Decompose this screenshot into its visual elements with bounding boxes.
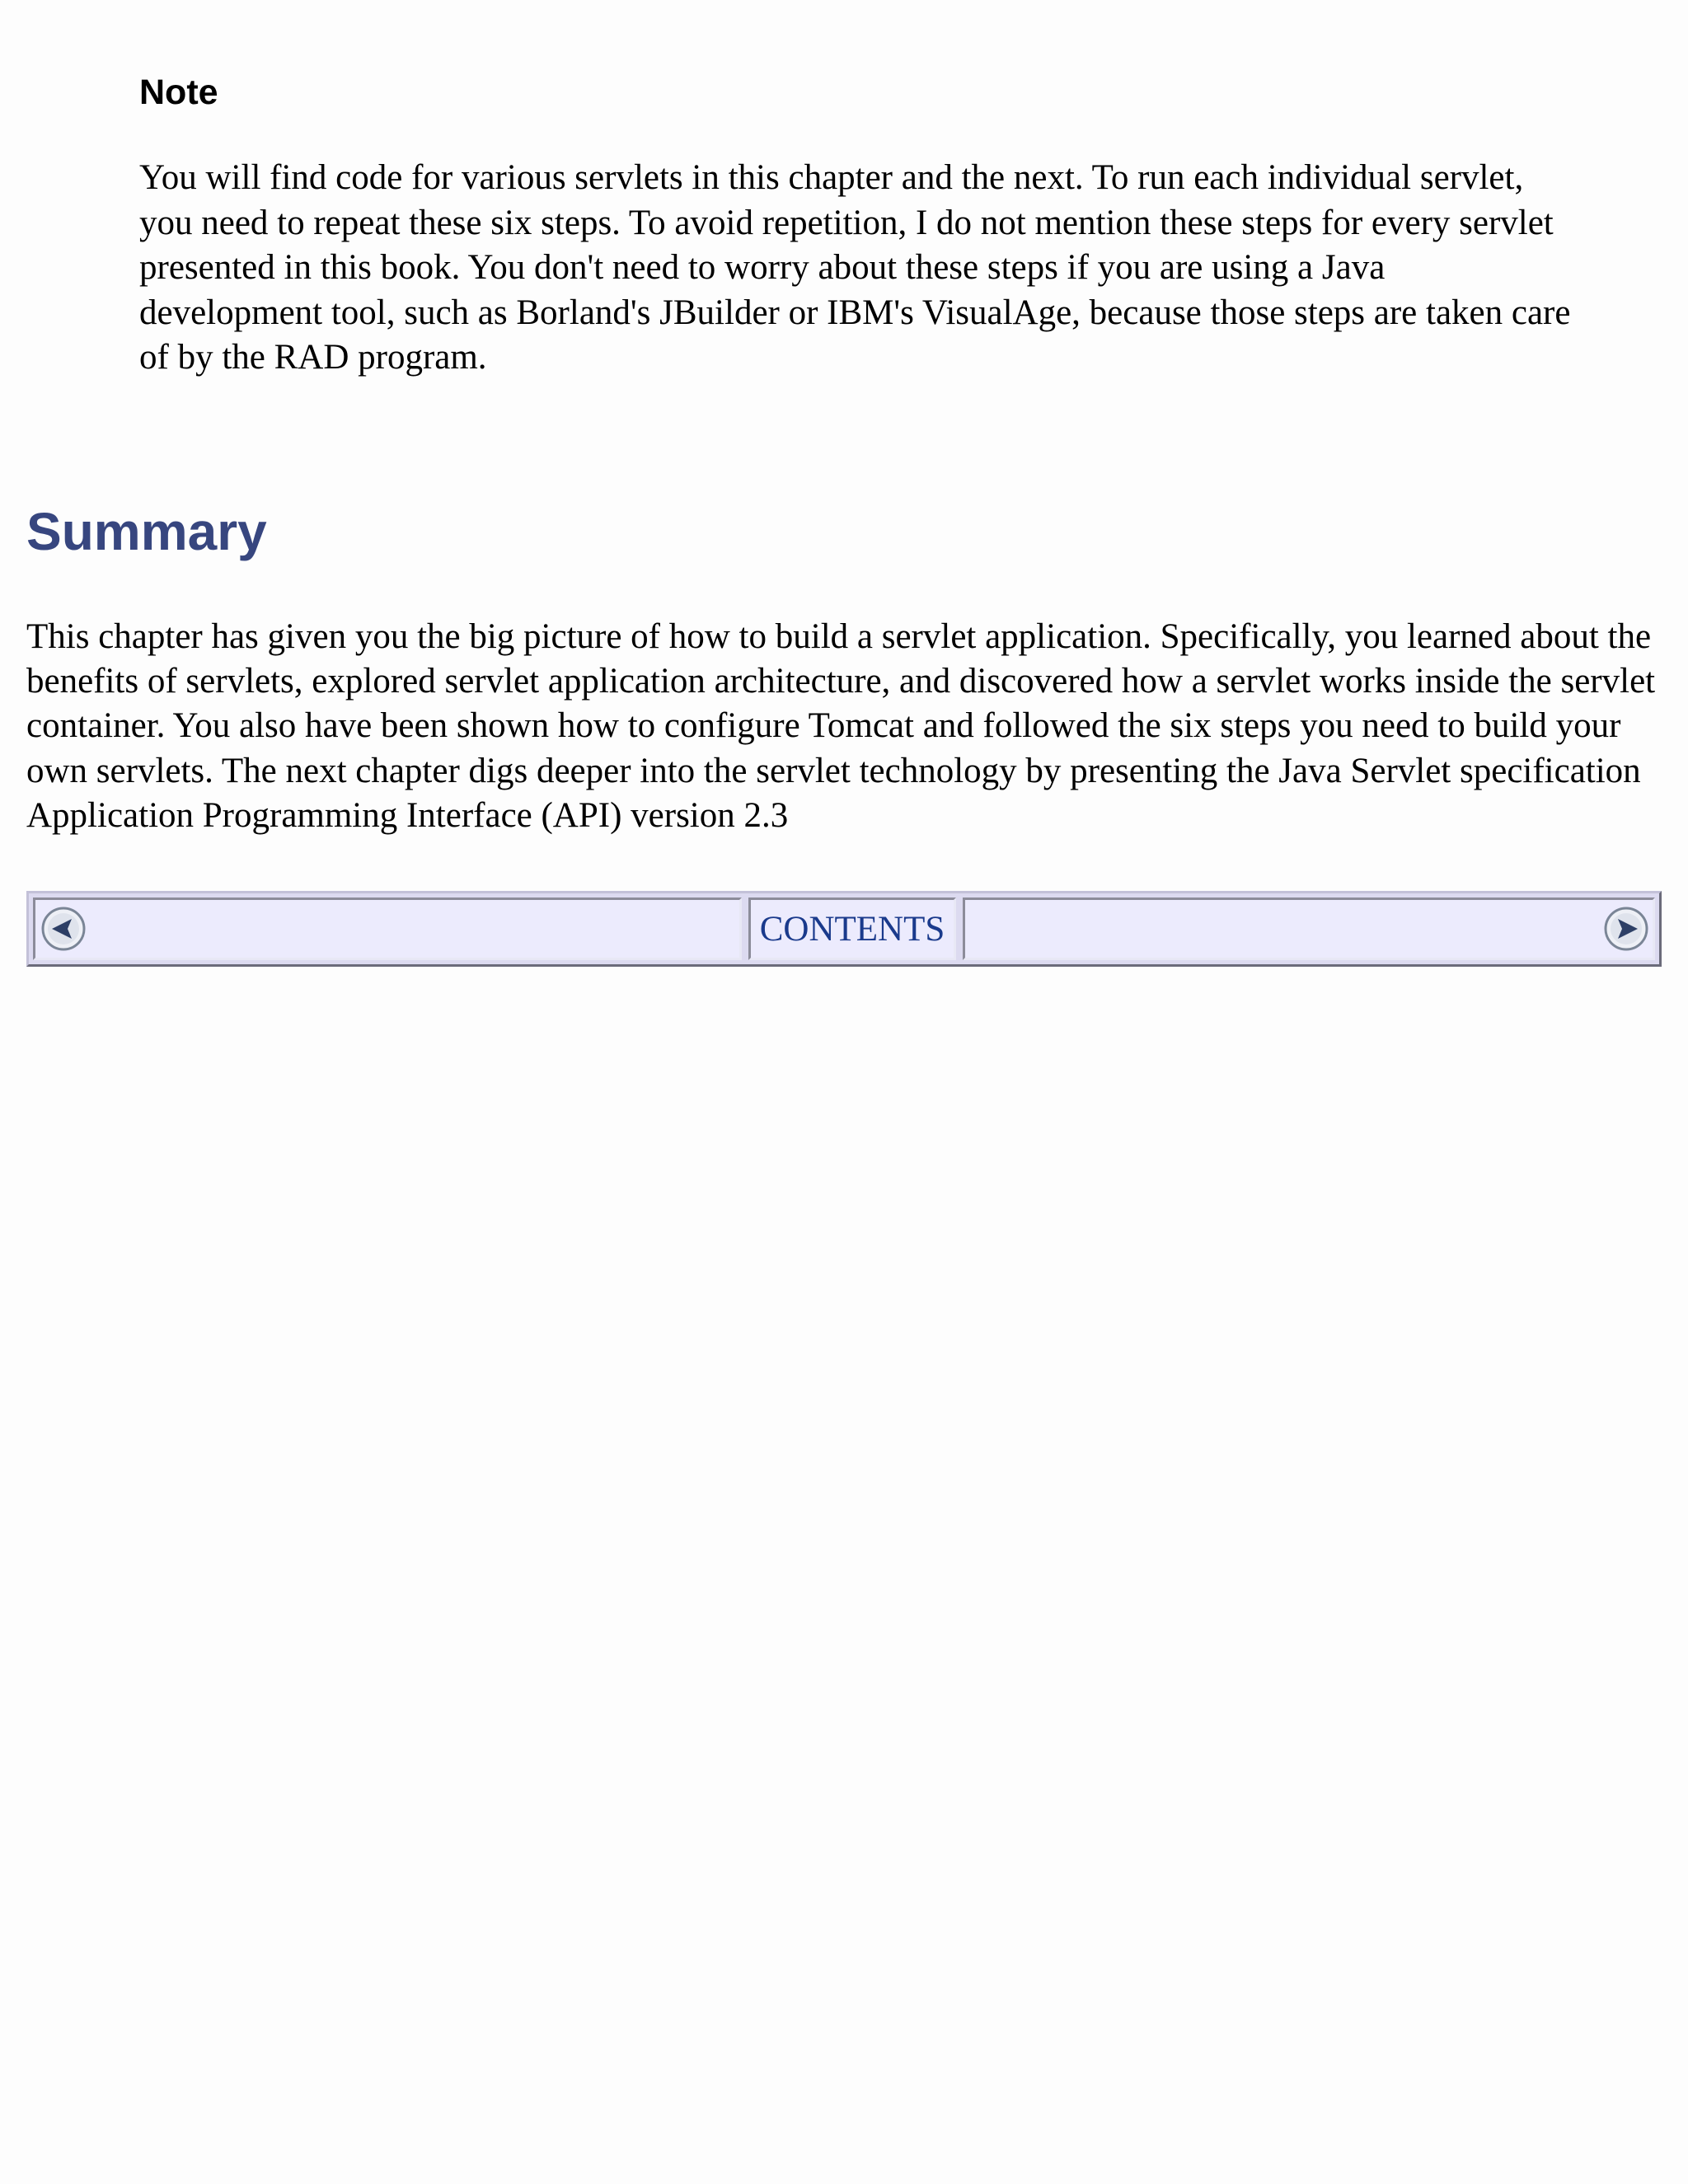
nav-prev-cell xyxy=(33,898,742,960)
note-title: Note xyxy=(139,73,218,112)
contents-link[interactable]: CONTENTS xyxy=(748,898,956,960)
note-block xyxy=(139,68,1573,381)
previous-arrow-icon[interactable] xyxy=(40,906,87,952)
nav-next-cell xyxy=(963,898,1655,960)
summary-text: This chapter has given you the big picture of how to build a servlet application. Specifically, you learned about the benefits of servlets, explored servlet application architecture, and discovered how a servlet works inside the servlet container. You also have been shown how to configure Tomcat and followed the six steps you need to build your own servlets. The next chapter digs deeper into the servlet technology by presenting the Java Servlet specification Application Programming Interface (API) version 2.3 xyxy=(26,617,1656,835)
note-text: You will find code for various servlets in this chapter and the next. To run each individual servlet, you need to repeat these six steps. To avoid repetition, I do not mention these steps for every servlet presented in this book. You don't need to worry about these steps if you are using a Java development tool, such as Borland's JBuilder or IBM's VisualAge, because those steps are taken care of by the RAD program. xyxy=(139,158,1571,377)
next-arrow-icon[interactable] xyxy=(1603,906,1649,952)
navigation-bar xyxy=(26,891,1662,967)
summary-heading: Summary xyxy=(26,502,267,561)
